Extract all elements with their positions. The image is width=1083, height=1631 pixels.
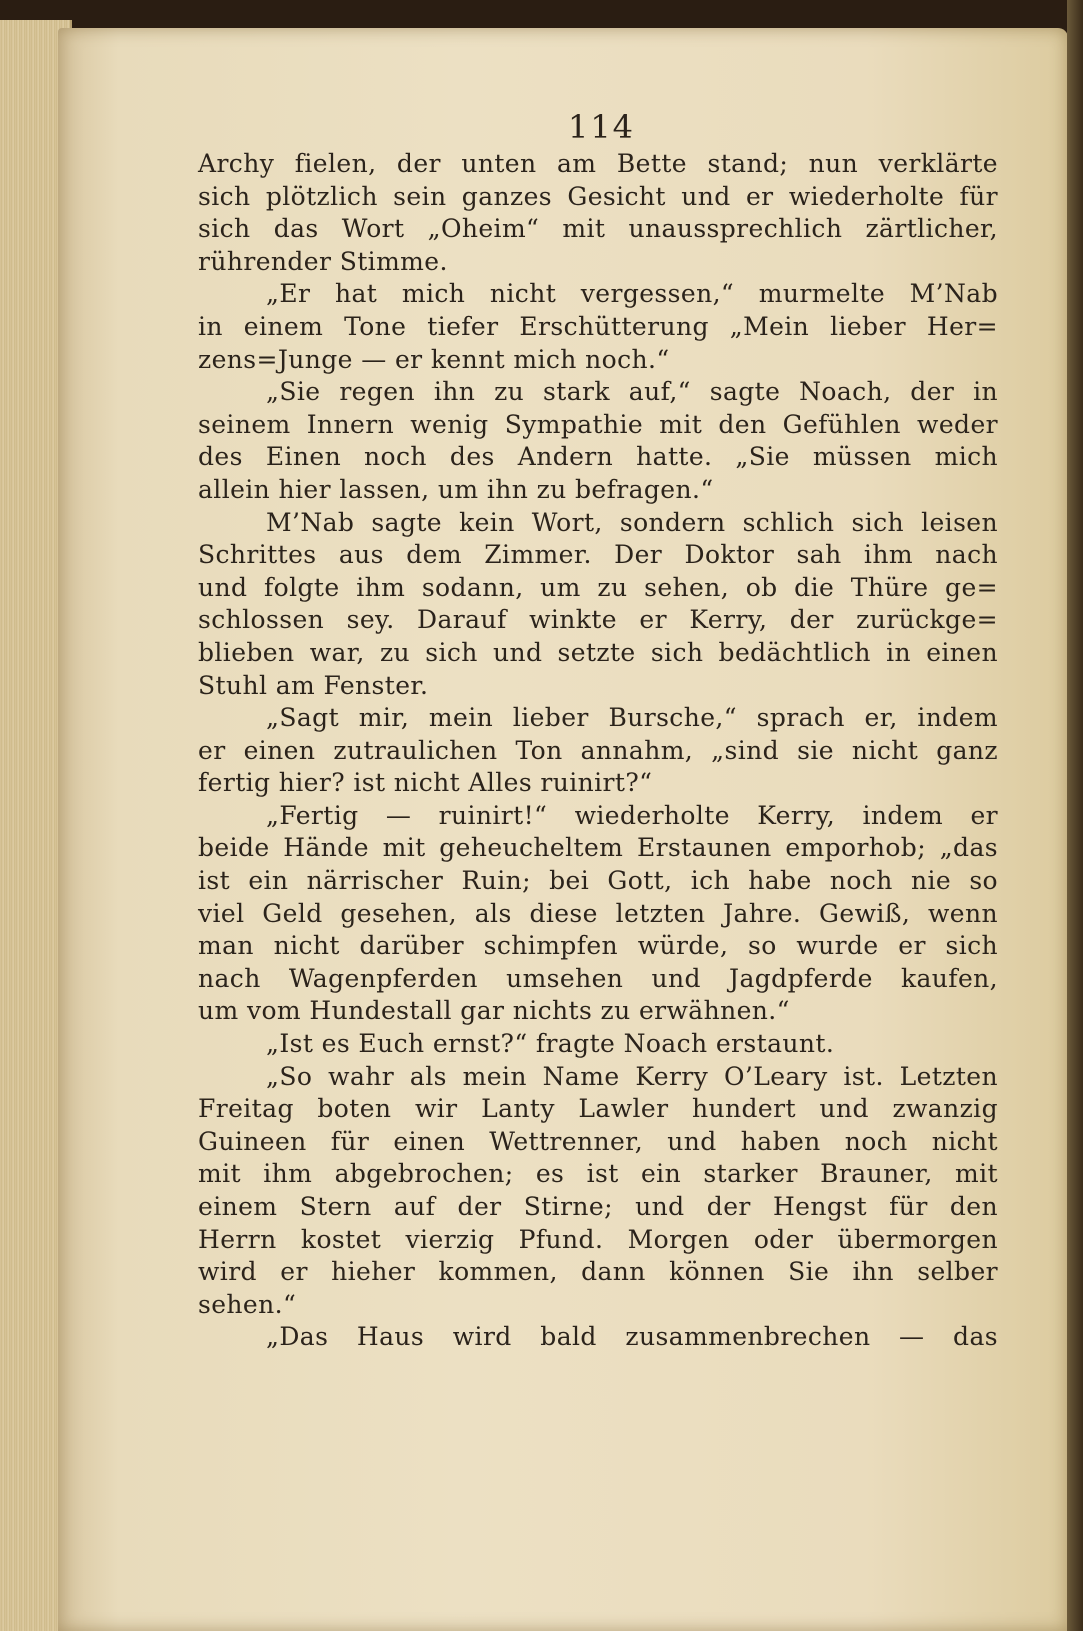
text-line: blieben war, zu sich und setzte sich bedächtlich in einen	[198, 637, 998, 667]
text-line: er einen zutraulichen Ton annahm, „sind sie nicht ganz	[198, 735, 998, 765]
text-line: „Fertig — ruinirt!“ wiederholte Kerry, indem er	[266, 800, 998, 830]
text-line: Herrn kostet vierzig Pfund. Morgen oder übermorgen	[198, 1224, 998, 1254]
text-line: sehen.“	[198, 1289, 297, 1319]
text-line: „Sagt mir, mein lieber Bursche,“ sprach er, indem	[266, 703, 998, 733]
text-line: wird er hieher kommen, dann können Sie ihn selber	[198, 1257, 998, 1287]
text-line: schlossen sey. Darauf winkte er Kerry, der zurückge=	[198, 605, 998, 635]
text-line: Schrittes aus dem Zimmer. Der Doktor sah ihm nach	[198, 540, 998, 570]
text-line: „Sie regen ihn zu stark auf,“ sagte Noach, der in	[266, 377, 998, 407]
text-line: rührender Stimme.	[198, 246, 448, 276]
text-line: des Einen noch des Andern hatte. „Sie müssen mich	[198, 442, 998, 472]
text-line: seinem Innern wenig Sympathie mit den Gefühlen weder	[198, 409, 998, 439]
book-binding-edge	[1067, 0, 1083, 1631]
text-line: Freitag boten wir Lanty Lawler hundert und zwanzig	[198, 1094, 998, 1124]
text-line: nach Wagenpferden umsehen und Jagdpferde kaufen,	[198, 963, 998, 993]
text-line: „Ist es Euch ernst?“ fragte Noach erstaunt.	[266, 1029, 835, 1059]
text-line: „So wahr als mein Name Kerry O’Leary ist. Letzten	[266, 1061, 998, 1091]
text-line: beide Hände mit geheucheltem Erstaunen emporhob; „das	[198, 833, 998, 863]
text-line: mit ihm abgebrochen; es ist ein starker Brauner, mit	[198, 1159, 998, 1189]
text-line: Stuhl am Fenster.	[198, 670, 429, 700]
text-line: einem Stern auf der Stirne; und der Hengst für den	[198, 1192, 998, 1221]
text-line: „Das Haus wird bald zusammenbrechen — das	[266, 1322, 998, 1352]
text-line: „Er hat mich nicht vergessen,“ murmelte M’Nab	[266, 279, 998, 309]
text-line: zens=Junge — er kennt mich noch.“	[198, 344, 670, 374]
text-line: um vom Hundestall gar nichts zu erwähnen.“	[198, 996, 790, 1026]
text-line: Archy fielen, der unten am Bette stand; nun verklärte	[198, 149, 998, 178]
text-line: sich das Wort „Oheim“ mit unaussprechlich zärtlicher,	[198, 214, 998, 244]
text-line: sich plötzlich sein ganzes Gesicht und er wiederholte für	[198, 181, 998, 211]
text-line: Guineen für einen Wettrenner, und haben noch nicht	[198, 1126, 998, 1156]
text-line: in einem Tone tiefer Erschütterung „Mein lieber Her=	[198, 311, 998, 341]
text-line: allein hier lassen, um ihn zu befragen.“	[198, 474, 714, 504]
text-line: ist ein närrischer Ruin; bei Gott, ich habe noch nie so	[198, 866, 998, 896]
text-line: M’Nab sagte kein Wort, sondern schlich sich leisen	[266, 507, 998, 537]
text-line: fertig hier? ist nicht Alles ruinirt?“	[198, 768, 653, 798]
text-line: und folgte ihm sodann, um zu sehen, ob die Thüre ge=	[198, 572, 998, 602]
page-number: 114	[567, 108, 636, 146]
body-text	[198, 148, 998, 1354]
text-line: viel Geld gesehen, als diese letzten Jahre. Gewiß, wenn	[198, 898, 998, 928]
text-line: man nicht darüber schimpfen würde, so wurde er sich	[198, 931, 998, 961]
